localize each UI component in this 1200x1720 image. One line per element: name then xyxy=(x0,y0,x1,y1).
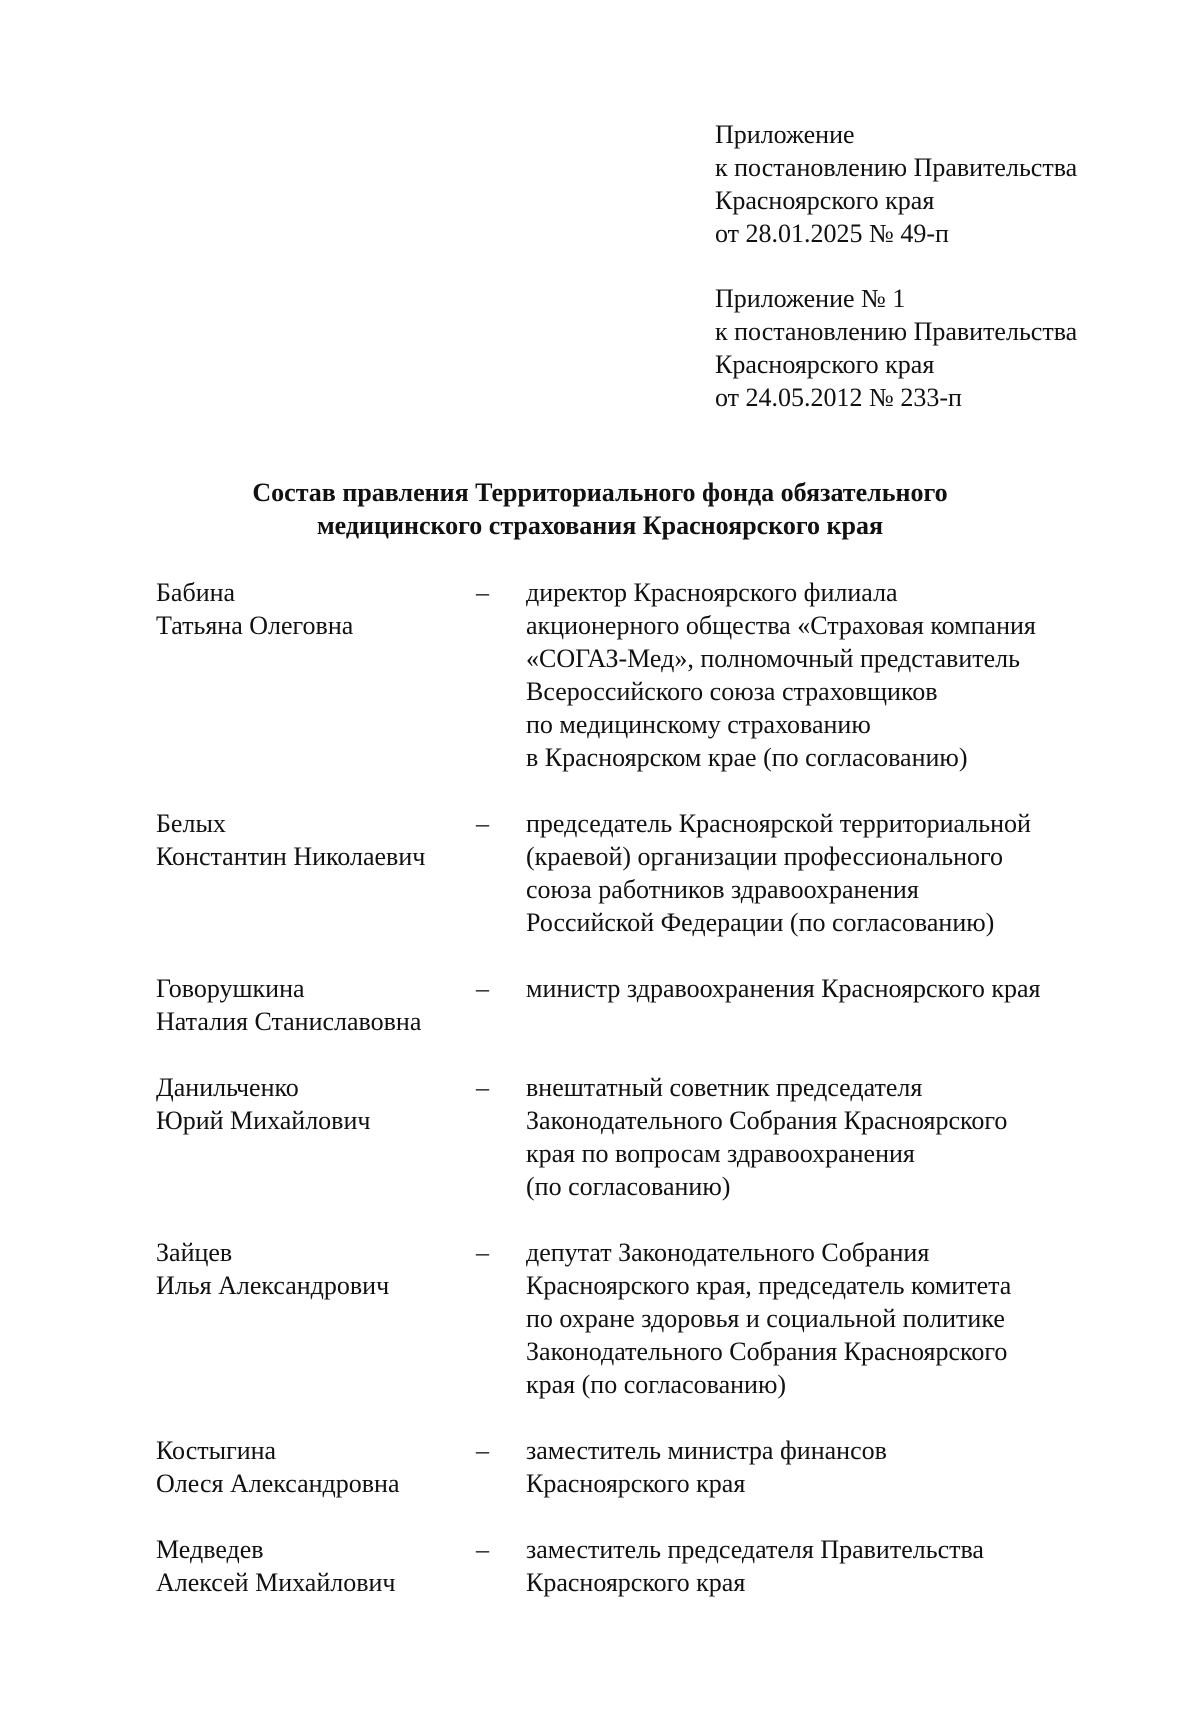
member-name xyxy=(156,576,476,774)
member-name xyxy=(156,972,476,1038)
list-item xyxy=(156,972,1096,1038)
member-surname: Данильченко xyxy=(156,1073,299,1102)
member-position xyxy=(526,1236,1096,1401)
position-line: внештатный советник председателя xyxy=(526,1073,923,1102)
position-line: Всероссийского союза страховщиков xyxy=(526,677,938,706)
board-members-list xyxy=(156,576,1096,1632)
annex-line: Красноярского края xyxy=(715,350,935,379)
position-line: «СОГАЗ-Мед», полномочный представитель xyxy=(526,644,1020,673)
annex-line: от 28.01.2025 № 49-п xyxy=(715,219,949,248)
member-given-name: Илья Александрович xyxy=(156,1271,390,1300)
annex-line: от 24.05.2012 № 233-п xyxy=(715,383,962,412)
position-line: Законодательного Собрания Красноярского xyxy=(526,1106,1008,1135)
position-line: председатель Красноярской территориальной xyxy=(526,809,1031,838)
member-surname: Костыгина xyxy=(156,1436,277,1465)
member-given-name: Олеся Александровна xyxy=(156,1469,400,1498)
member-name xyxy=(156,1236,476,1401)
position-line: Красноярского края, председатель комитета xyxy=(526,1271,1012,1300)
dash-separator: – xyxy=(476,809,489,838)
member-surname: Говорушкина xyxy=(156,974,305,1003)
member-position xyxy=(526,1071,1096,1203)
position-line: министр здравоохранения Красноярского края xyxy=(526,974,1041,1003)
position-line: Красноярского края xyxy=(526,1469,746,1498)
position-line: по охране здоровья и социальной политике xyxy=(526,1304,1005,1333)
position-line: по медицинскому страхованию xyxy=(526,710,871,739)
dash-separator: – xyxy=(476,1073,489,1102)
document-title xyxy=(0,476,1200,542)
member-position xyxy=(526,1533,1096,1599)
annex-line: Приложение xyxy=(715,120,855,149)
annex-line: к постановлению Правительства xyxy=(715,153,1078,182)
member-name xyxy=(156,1533,476,1599)
title-line: медицинского страхования Красноярского края xyxy=(316,511,884,540)
position-line: в Красноярском крае (по согласованию) xyxy=(526,743,968,772)
dash-separator: – xyxy=(476,1238,489,1267)
member-position xyxy=(526,1434,1096,1500)
annex-line: к постановлению Правительства xyxy=(715,317,1078,346)
list-item xyxy=(156,1236,1096,1401)
member-name xyxy=(156,807,476,939)
list-item xyxy=(156,576,1096,774)
annex-header-current xyxy=(715,118,1077,250)
member-given-name: Константин Николаевич xyxy=(156,842,426,871)
member-surname: Зайцев xyxy=(156,1238,233,1267)
position-line: Российской Федерации (по согласованию) xyxy=(526,908,995,937)
position-line: акционерного общества «Страховая компания xyxy=(526,611,1036,640)
position-line: директор Красноярского филиала xyxy=(526,578,898,607)
member-position xyxy=(526,807,1096,939)
dash-separator: – xyxy=(476,974,489,1003)
member-surname: Медведев xyxy=(156,1535,264,1564)
position-line: Красноярского края xyxy=(526,1568,746,1597)
member-given-name: Наталия Станиславовна xyxy=(156,1007,422,1036)
list-item xyxy=(156,1071,1096,1203)
annex-line: Красноярского края xyxy=(715,186,935,215)
member-surname: Белых xyxy=(156,809,226,838)
position-line: заместитель министра финансов xyxy=(526,1436,887,1465)
member-given-name: Юрий Михайлович xyxy=(156,1106,371,1135)
position-line: края по вопросам здравоохранения xyxy=(526,1139,915,1168)
annex-header-original xyxy=(715,282,1077,414)
position-line: Законодательного Собрания Красноярского xyxy=(526,1337,1008,1366)
position-line: (краевой) организации профессионального xyxy=(526,842,1004,871)
member-given-name: Алексей Михайлович xyxy=(156,1568,396,1597)
title-line: Состав правления Территориального фонда обязательного xyxy=(252,478,948,507)
list-item xyxy=(156,807,1096,939)
dash-separator: – xyxy=(476,1436,489,1465)
member-surname: Бабина xyxy=(156,578,236,607)
member-given-name: Татьяна Олеговна xyxy=(156,611,354,640)
member-name xyxy=(156,1434,476,1500)
position-line: депутат Законодательного Собрания xyxy=(526,1238,930,1267)
position-line: заместитель председателя Правительства xyxy=(526,1535,984,1564)
position-line: края (по согласованию) xyxy=(526,1370,787,1399)
dash-separator: – xyxy=(476,1535,489,1564)
list-item xyxy=(156,1533,1096,1599)
annex-line: Приложение № 1 xyxy=(715,284,906,313)
position-line: союза работников здравоохранения xyxy=(526,875,919,904)
member-position xyxy=(526,576,1096,774)
member-position xyxy=(526,972,1096,1038)
member-name xyxy=(156,1071,476,1203)
dash-separator: – xyxy=(476,578,489,607)
list-item xyxy=(156,1434,1096,1500)
position-line: (по согласованию) xyxy=(526,1172,731,1201)
